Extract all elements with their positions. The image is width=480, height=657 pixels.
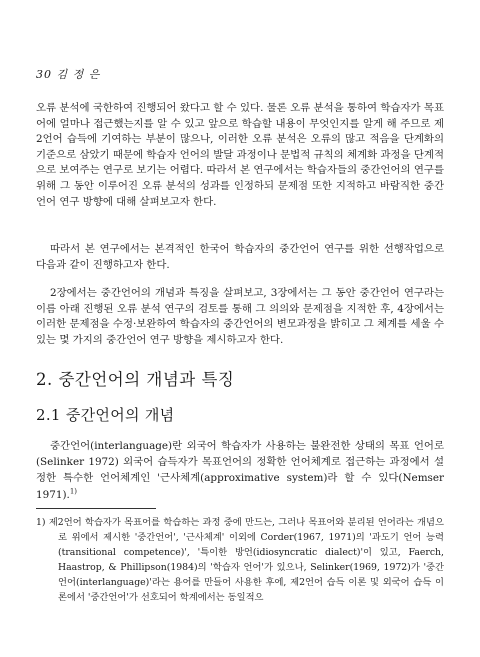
footnote-text: 제2언어 학습자가 목표어를 학습하는 과정 중에 만드는, 그러나 목표어와 분리된 언어라는 개념으로 위에서 제시한 '중간언어', '근사체계' 이외에 Corder(1967, 1971)의 '과도기 언어 능력(transitional competence)', '특이한 방언(idiosyncratic dialect)'이 있고, Faerch, Haastrop, & Phillipson(1984)의 '학습자 언어'가 있으나, Selinker(1969, 1972)가 '중간언어(interlanguage)'라는 용어를 만들어 사용한 후에, 제2언어 습득 이론 및 외국어 습득 이론에서 '중간언어'가 선호되어 학계에서는 동일적으: [48, 517, 444, 603]
section-heading: 2. 중간언어의 개념과 특징: [36, 370, 235, 389]
definition-text: 중간언어(interlanguage)란 외국어 학습자가 사용하는 불완전한 상태의 목표 언어로(Selinker 1972) 외국어 습득자가 목표언어의 정확한 언어체계로 접근하는 과정에서 설정한 특수한 언어체계인 '근사체계(approximative system)라 할 수 있다(Nemser 1971).: [36, 440, 444, 501]
subsection-heading: 2.1 중간언어의 개념: [36, 406, 175, 424]
body-paragraph-2: 따라서 본 연구에서는 본격적인 한국어 학습자의 중간언어 연구를 위한 선행작업으로 다음과 같이 진행하고자 한다.: [36, 243, 444, 271]
body-paragraph-3: 2장에서는 중간언어의 개념과 특징을 살펴보고, 3장에서는 그 동안 중간언어 연구라는 이름 아래 진행된 오류 분석 연구의 검토를 통해 그 의의와 문제점을 지적한 후, 4장에서는 이러한 문제점을 수정·보완하여 학습자의 중간언어의 변모과정을 밝히고 그 체계를 세울 수 있는 몇 가지의 중간언어 연구 방향을 제시하고자 한다.: [36, 287, 444, 346]
footnote-reference[interactable]: 1): [69, 487, 77, 496]
running-header: [36, 66, 100, 82]
footnote-marker: 1): [36, 517, 46, 528]
body-paragraph-1: 오류 분석에 국한하여 진행되어 왔다고 할 수 있다. 물론 오류 분석을 통하여 학습자가 목표어에 얼마나 접근했는지를 알 수 있고 앞으로 학습할 내용이 무엇인지를 알게 해 주므로 제2언어 습득에 기여하는 부분이 많으나, 이러한 오류 분석은 오류의 많고 적음을 단계화의 기준으로 삼았기 때문에 학습자 언어의 발달 과정이나 문법적 규칙의 체계화 과정을 단계적으로 보여주는 연구로 보기는 어렵다. 따라서 본 연구에서는 학습자들의 중간언어의 연구를 위해 그 동안 이루어진 오류 분석의 성과를 인정하되 문제점 또한 지적하고 바람직한 중간언어 연구 방향에 대해 살펴보고자 한다.: [36, 102, 444, 208]
definition-paragraph: [36, 438, 444, 503]
page-number: 30: [36, 68, 52, 81]
footnote: [36, 515, 444, 605]
footnote-divider: [36, 508, 156, 509]
author-name: 김 정 은: [56, 68, 101, 81]
